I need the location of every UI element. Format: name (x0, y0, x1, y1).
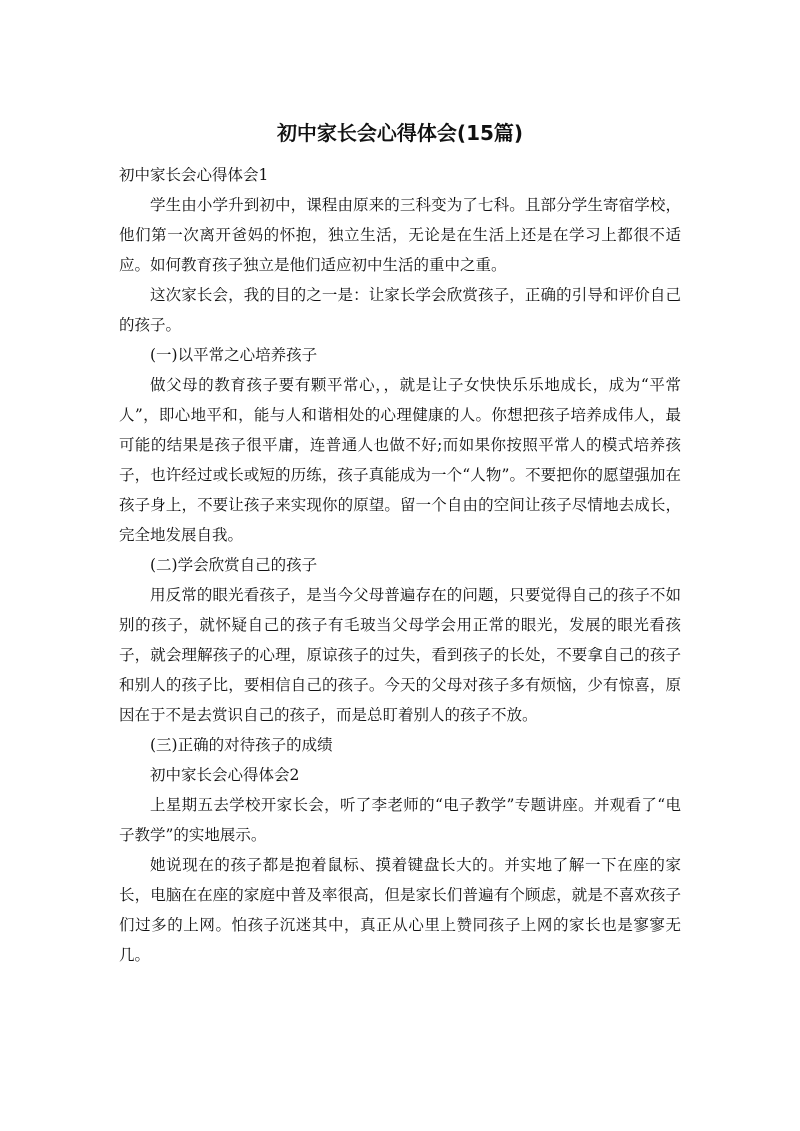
paragraph: 做父母的教育孩子要有颗平常心，，就是让子女快快乐乐地成长，成为“平常人”，即心地平和，能与人和谐相处的心理健康的人。你想把孩子培养成伟人，最可能的结果是孩子很平庸，连普通人也做不好;而如果你按照平常人的模式培养孩子，也许经过或长或短的历练，孩子真能成为一个“人物”。不要把你的愿望强加在孩子身上，不要让孩子来实现你的原望。留一个自由的空间让孩子尽情地去成长，完全地发展自我。 (119, 376, 681, 544)
paragraph: 这次家长会，我的目的之一是：让家长学会欣赏孩子，正确的引导和评价自己的孩子。 (119, 286, 681, 334)
paragraph: 学生由小学升到初中，课程由原来的三科变为了七科。且部分学生寄宿学校，他们第一次离开爸妈的怀抱，独立生活，无论是在生活上还是在学习上都很不适应。如何教育孩子独立是他们适应初中生活的重中之重。 (119, 196, 681, 274)
section-heading-2: 初中家长会心得体会2 (150, 766, 300, 784)
paragraph: 她说现在的孩子都是抱着鼠标、摸着键盘长大的。并实地了解一下在座的家长，电脑在在座的家庭中普及率很高，但是家长们普遍有个顾虑，就是不喜欢孩子们过多的上网。怕孩子沉迷其中，真正从心里上赞同孩子上网的家长也是寥寥无几。 (119, 856, 681, 964)
section-heading-1: 初中家长会心得体会1 (119, 166, 269, 184)
document-body (119, 160, 681, 970)
subheading: (一)以平常之心培养孩子 (150, 346, 318, 364)
subheading: (三)正确的对待孩子的成绩 (150, 736, 333, 754)
paragraph: 用反常的眼光看孩子，是当今父母普遍存在的问题，只要觉得自己的孩子不如别的孩子，就怀疑自己的孩子有毛玻当父母学会用正常的眼光，发展的眼光看孩子，就会理解孩子的心理，原谅孩子的过失，看到孩子的长处，不要拿自己的孩子和别人的孩子比，要相信自己的孩子。今天的父母对孩子多有烦恼，少有惊喜，原因在于不是去赏识自己的孩子，而是总盯着别人的孩子不放。 (119, 586, 681, 724)
subheading: (二)学会欣赏自己的孩子 (150, 556, 318, 574)
paragraph: 上星期五去学校开家长会，听了李老师的“电子教学”专题讲座。并观看了“电子教学”的实地展示。 (119, 796, 681, 844)
document-title: 初中家长会心得体会(15篇) (276, 121, 524, 145)
